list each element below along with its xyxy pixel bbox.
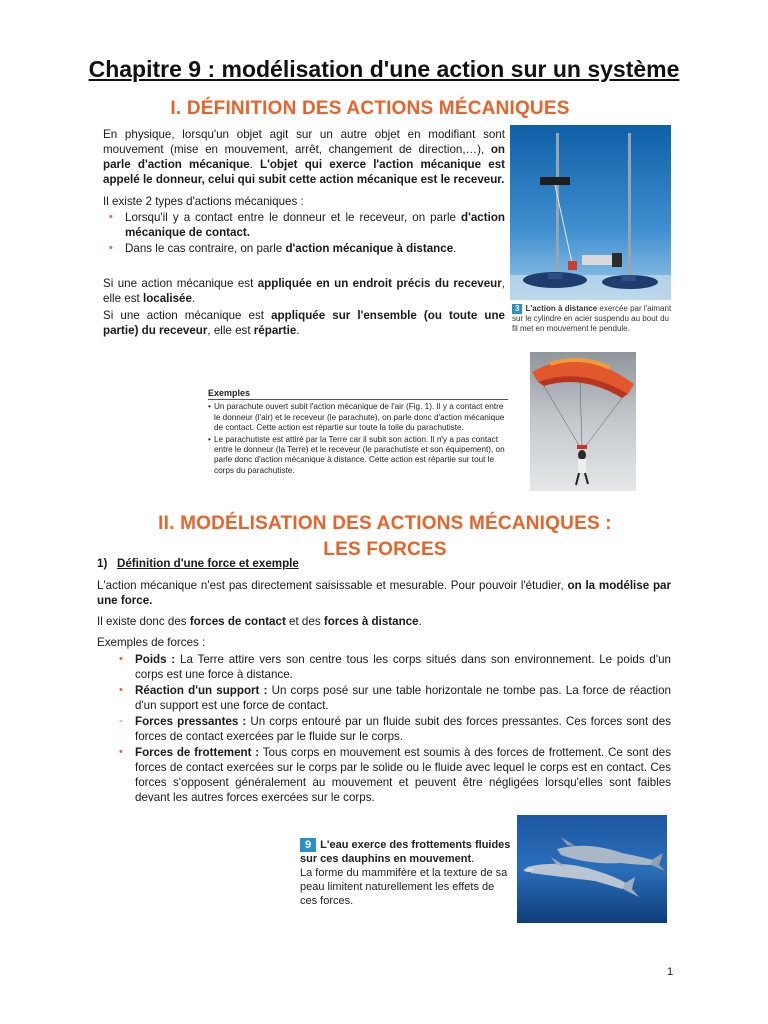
- list-item: - Forces pressantes : Un corps entouré par un fluide subit des forces pressantes. Ces forces sont des forces de contact exercées par le fluide sur le corps.: [113, 714, 671, 744]
- pendulum-illustration: [510, 125, 671, 300]
- list-item: • Réaction d'un support : Un corps posé sur une table horizontale ne tombe pas. La force de réaction d'un support est une force de contact.: [113, 683, 671, 713]
- dolphins-illustration: [517, 815, 667, 923]
- forces-list: [97, 652, 671, 805]
- types-list: [103, 210, 505, 256]
- examples-title: Exemples: [208, 388, 508, 400]
- paragraph-definition: En physique, lorsqu'un objet agit sur un autre objet en modifiant sont mouvement (mise en mouvement, arrêt, changement de direction,…), on parle d'action mécanique. L'objet qui exerce l'action mécanique est appelé le donneur, celui qui subit cette action mécanique est le receveur.: [103, 128, 505, 186]
- section-heading-2: [100, 511, 670, 563]
- section-heading-2-line2: LES FORCES: [323, 539, 447, 560]
- examples-box: [208, 388, 508, 477]
- figure-badge: 9: [300, 838, 316, 852]
- paragraph-examples-intro: Exemples de forces :: [97, 636, 206, 649]
- parachute-photo: [530, 352, 636, 491]
- subheading-title: Définition d'une force et exemple: [116, 557, 299, 570]
- section-heading-1: I. DÉFINITION DES ACTIONS MÉCANIQUES: [170, 98, 570, 119]
- page-number: 1: [667, 966, 674, 978]
- paragraph-modelisation: L'action mécanique n'est pas directement saisissable et mesurable. Pour pouvoir l'étudier, on la modélise par une force.: [97, 579, 672, 607]
- example-item: • Un parachute ouvert subit l'action mécanique de l'air (Fig. 1). Il y a contact entre le donneur (l'air) et le receveur (le parachute), on parle donc d'action mécanique de contact. Cette action est répartie sur toute la toile du parachutiste.: [208, 402, 508, 433]
- parachute-illustration: [530, 352, 636, 491]
- figure3-caption: 3 L'action à distance exercée par l'aimant sur le cylindre en acier suspendu au bout du fil met en mouvement le pendule.: [512, 304, 672, 333]
- section2-body: [97, 578, 671, 805]
- subheading-1: [97, 557, 299, 570]
- dolphins-photo: [517, 815, 667, 923]
- section-heading-2-line1: II. MODÉLISATION DES ACTIONS MÉCANIQUES :: [158, 513, 612, 534]
- paragraph-force-types: Il existe donc des forces de contact et des forces à distance.: [97, 615, 422, 628]
- subheading-number: 1): [97, 557, 108, 570]
- pendulum-photo: [510, 125, 671, 300]
- paragraph-repartie: Si une action mécanique est appliquée sur l'ensemble (ou toute une partie) du receveur, elle est répartie.: [103, 309, 505, 337]
- list-item: • Dans le cas contraire, on parle d'action mécanique à distance.: [103, 241, 505, 256]
- figure9-caption: 9 L'eau exerce des frottements fluides sur ces dauphins en mouvement. La forme du mammifère et la texture de sa peau limitent naturellement les effets de ces forces.: [300, 839, 511, 907]
- list-item: • Lorsqu'il y a contact entre le donneur et le receveur, on parle d'action mécanique de contact.: [103, 210, 505, 240]
- list-item: • Forces de frottement : Tous corps en mouvement est soumis à des forces de frottement. Ce sont des forces de contact exercées sur le corps par le solide ou le fluide avec lequel le corps est en contact. Ces forces s'opposent généralement au mouvement et peuvent être négligées lorsqu'elles sont faibles devant les autres forces exercées sur le corps.: [113, 745, 671, 805]
- figure-badge: 3: [512, 304, 522, 314]
- page-title: Chapitre 9 : modélisation d'une action sur un système: [88, 56, 680, 82]
- example-item: • Le parachutiste est attiré par la Terre car il subit son action. Il n'y a pas contact entre le donneur (la Terre) et le receveur (le parachutiste et son équipement), on parle donc d'action mécanique à distance. Cette action est répartie sur tout le corps du parachutiste.: [208, 435, 508, 477]
- list-item: • Poids : La Terre attire vers son centre tous les corps situés dans son environnement. Le poids d'un corps est une force à distance.: [113, 652, 671, 682]
- section1-body: [103, 127, 505, 338]
- paragraph-localisee: Si une action mécanique est appliquée en un endroit précis du receveur, elle est localisée.: [103, 277, 505, 305]
- paragraph-types: Il existe 2 types d'actions mécaniques :: [103, 195, 304, 208]
